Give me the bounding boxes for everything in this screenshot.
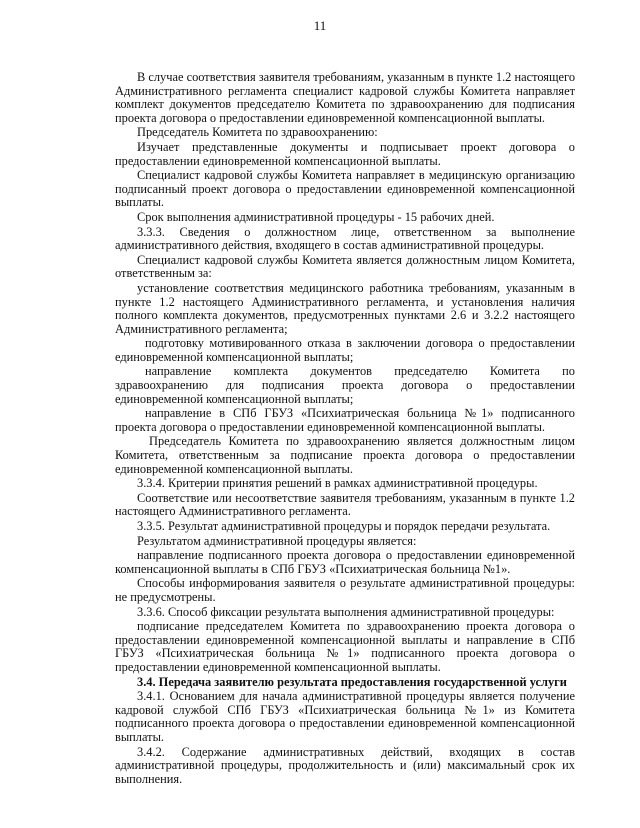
paragraph: 3.4.1. Основанием для начала административной процедуры является получение кадровой службой СПб ГБУЗ «Психиатрическая больница №1» из Комитета подписанного проекта договора о предоставлении единовременной компенсационной выплаты.	[115, 689, 575, 744]
paragraph: установление соответствия медицинского работника требованиям, указанным в пункте 1.2 настоящего Административного регламента, и установления наличия полного комплекта документов, предусмотренных пунктами 2.6 и 3.2.2 настоящего Административного регламента;	[115, 280, 575, 336]
paragraph: 3.4.2. Содержание административных действий, входящих в состав административной процедуры, продолжительность и (или) максимальный срок их выполнения.	[115, 744, 575, 786]
section-heading: 3.4. Передача заявителю результата предоставления государственной услуги	[137, 674, 567, 689]
paragraph: Соответствие или несоответствие заявителя требованиям, указанным в пункте 1.2 настоящего Административного регламента.	[115, 490, 575, 519]
paragraph: Специалист кадровой службы Комитета является должностным лицом Комитета, ответственным за:	[115, 252, 575, 281]
paragraph: В случае соответствия заявителя требованиям, указанным в пункте 1.2 настоящего Административного регламента специалист кадровой службы Комитета направляет комплект документов председателю Комитета по здравоохранению для подписания проекта договора о предоставлении единовременной компенсационной выплаты.	[115, 70, 576, 125]
paragraph: 3.3.5. Результат административной процедуры и порядок передачи результата.	[137, 519, 551, 533]
paragraph: 3.3.3. Сведения о должностном лице, ответственном за выполнение административного действия, входящего в состав административной процедуры.	[115, 224, 575, 253]
document-body	[115, 71, 575, 786]
paragraph: направление подписанного проекта договора о предоставлении единовременной компенсационной выплаты в СПб ГБУЗ «Психиатрическая больница №1».	[115, 548, 575, 576]
paragraph: подготовку мотивированного отказа в заключении договора о предоставлении единовременной компенсационной выплаты;	[115, 336, 575, 364]
paragraph: Срок выполнения административной процедуры - 15 рабочих дней.	[137, 209, 495, 224]
paragraph: Председатель Комитета по здравоохранению:	[137, 125, 378, 140]
paragraph: 3.3.4. Критерии принятия решений в рамках административной процедуры.	[137, 476, 538, 491]
paragraph: направление комплекта документов председателю Комитета по здравоохранению для подписания проекта договора о предоставлении единовременной компенсационной выплаты;	[115, 364, 575, 406]
paragraph: Изучает представленные документы и подписывает проект договора о предоставлении единовременной компенсационной выплаты.	[115, 139, 575, 168]
page-number: 11	[313, 18, 327, 33]
paragraph: Председатель Комитета по здравоохранению является должностным лицом Комитета, ответственным за подписание проекта договора о предоставлении единовременной компенсационной выплаты.	[115, 434, 575, 476]
paragraph: Способы информирования заявителя о результате административной процедуры: не предусмотрены.	[115, 576, 575, 604]
paragraph: Специалист кадровой службы Комитета направляет в медицинскую организацию подписанный проект договора о предоставлении единовременной компенсационной выплаты.	[115, 168, 575, 210]
paragraph: Результатом административной процедуры является:	[137, 533, 417, 548]
paragraph: подписание председателем Комитета по здравоохранению проекта договора о предоставлении единовременной компенсационной выплаты и направление в СПб ГБУЗ «Психиатрическая больница №1» подписанного проекта договора о предоставлении единовременной компенсационной выплаты.	[115, 619, 575, 674]
paragraph: направление в СПб ГБУЗ «Психиатрическая больница №1» подписанного проекта договора о предоставлении единовременной компенсационной выплаты.	[115, 406, 575, 434]
paragraph: 3.3.6. Способ фиксации результата выполнения административной процедуры:	[137, 604, 555, 619]
